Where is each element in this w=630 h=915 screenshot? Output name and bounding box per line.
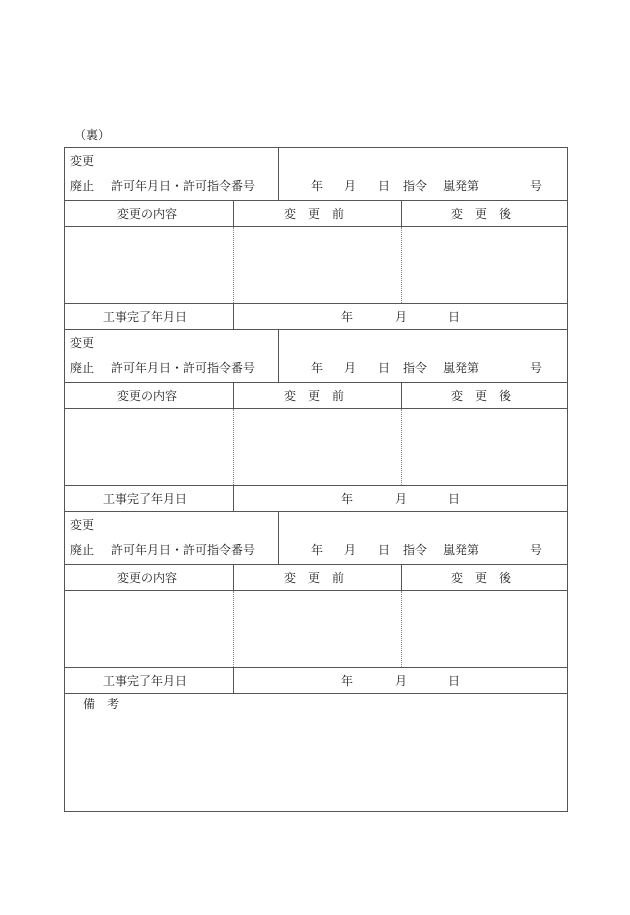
remarks-box [65, 694, 567, 811]
completion-day: 日 [448, 674, 461, 688]
permit-day: 日 [378, 361, 391, 375]
permit-label: 許可年月日・許可指令番号 [111, 361, 256, 375]
completion-year: 年 [341, 310, 354, 324]
completion-month: 月 [395, 674, 408, 688]
reverse-side-label: （裏） [74, 128, 111, 142]
change-form [64, 147, 568, 812]
completion-year: 年 [341, 492, 354, 506]
directive-label: 指令 [403, 179, 428, 193]
change-label: 変更 [70, 154, 95, 168]
permit-month: 月 [344, 361, 357, 375]
permit-month: 月 [344, 179, 357, 193]
change-detail-row [65, 591, 567, 668]
change-label: 変更 [70, 518, 95, 532]
permit-year: 年 [311, 543, 324, 557]
directive-label: 指令 [403, 361, 428, 375]
completion-row [65, 304, 567, 330]
col-before-header: 変 更 前 [284, 571, 345, 585]
completion-label: 工事完了年月日 [103, 310, 188, 324]
col-before-header: 変 更 前 [284, 207, 345, 221]
number-suffix: 号 [530, 179, 543, 193]
change-detail-row [65, 227, 567, 304]
permit-year: 年 [311, 361, 324, 375]
change-section-2 [65, 330, 567, 512]
office-label: 嵐発第 [443, 543, 480, 557]
number-suffix: 号 [530, 543, 543, 557]
office-label: 嵐発第 [443, 179, 480, 193]
completion-month: 月 [395, 310, 408, 324]
col-after-header: 変 更 後 [451, 207, 512, 221]
directive-label: 指令 [403, 543, 428, 557]
completion-day: 日 [448, 492, 461, 506]
remarks-label: 備 考 [83, 697, 120, 711]
office-label: 嵐発第 [443, 361, 480, 375]
abolish-label: 廃止 [70, 543, 95, 557]
permit-row [65, 330, 567, 383]
permit-label: 許可年月日・許可指令番号 [111, 543, 256, 557]
col-content-header: 変更の内容 [117, 571, 178, 585]
completion-row [65, 486, 567, 512]
col-after-header: 変 更 後 [451, 571, 512, 585]
permit-year: 年 [311, 179, 324, 193]
number-suffix: 号 [530, 361, 543, 375]
change-label: 変更 [70, 336, 95, 350]
column-header-row [65, 201, 567, 227]
completion-label: 工事完了年月日 [103, 674, 188, 688]
completion-month: 月 [395, 492, 408, 506]
permit-day: 日 [378, 179, 391, 193]
column-header-row [65, 383, 567, 409]
permit-label: 許可年月日・許可指令番号 [111, 179, 256, 193]
completion-year: 年 [341, 674, 354, 688]
change-section-1 [65, 148, 567, 330]
permit-month: 月 [344, 543, 357, 557]
permit-row [65, 148, 567, 201]
col-content-header: 変更の内容 [117, 207, 178, 221]
completion-day: 日 [448, 310, 461, 324]
abolish-label: 廃止 [70, 361, 95, 375]
change-detail-row [65, 409, 567, 486]
abolish-label: 廃止 [70, 179, 95, 193]
col-before-header: 変 更 前 [284, 389, 345, 403]
completion-row [65, 668, 567, 694]
permit-row [65, 512, 567, 565]
permit-day: 日 [378, 543, 391, 557]
change-section-3 [65, 512, 567, 694]
completion-label: 工事完了年月日 [103, 492, 188, 506]
col-after-header: 変 更 後 [451, 389, 512, 403]
column-header-row [65, 565, 567, 591]
col-content-header: 変更の内容 [117, 389, 178, 403]
